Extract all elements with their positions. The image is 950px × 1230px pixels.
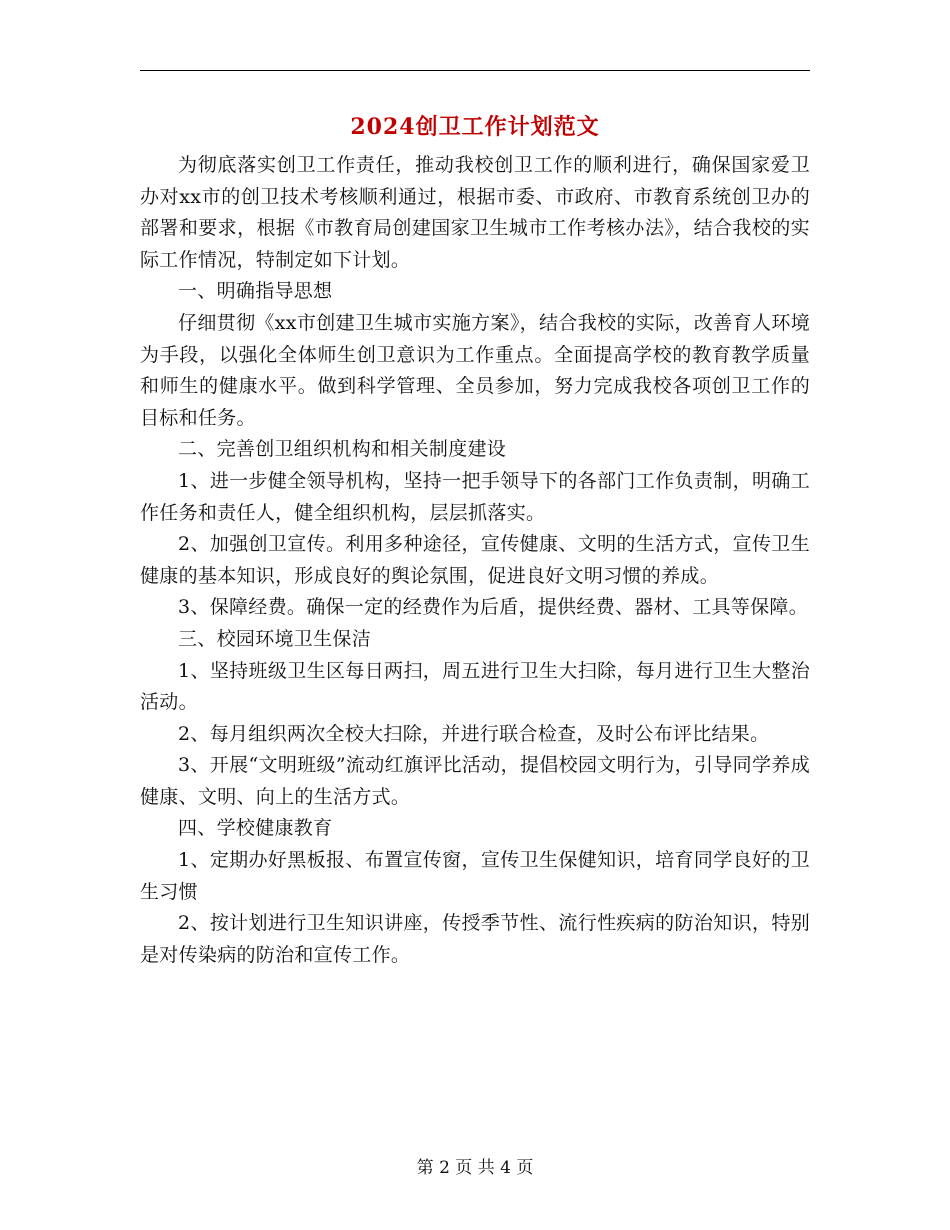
section-heading-1: 一、明确指导思想 (178, 280, 333, 303)
section-4-item-1: 1、定期办好黑板报、布置宣传窗，宣传卫生保健知识，培育同学良好的卫生习惯 (140, 849, 810, 903)
section-1-paragraph: 仔细贯彻《xx市创建卫生城市实施方案》，结合我校的实际，改善育人环境为手段，以强化全体师生创卫意识为工作重点。全面提高学校的教育教学质量和师生的健康水平。做到科学管理、全员参加，努力完成我校各项创卫工作的目标和任务。 (140, 311, 810, 429)
document-body (140, 150, 810, 971)
section-4-item-2: 2、按计划进行卫生知识讲座，传授季节性、流行性疾病的防治知识，特别是对传染病的防治和宣传工作。 (140, 912, 810, 966)
page-number-footer: 第 2 页 共 4 页 (416, 1158, 534, 1178)
section-2-item-3: 3、保障经费。确保一定的经费作为后盾，提供经费、器材、工具等保障。 (178, 596, 808, 619)
section-heading-4: 四、学校健康教育 (178, 817, 333, 840)
section-3-item-1: 1、坚持班级卫生区每日两扫，周五进行卫生大扫除，每月进行卫生大整治活动。 (140, 659, 810, 714)
section-2-item-2: 2、加强创卫宣传。利用多种途径，宣传健康、文明的生活方式，宣传卫生健康的基本知识，形成良好的舆论氛围，促进良好文明习惯的养成。 (140, 533, 810, 587)
header-rule (140, 70, 810, 71)
section-3-item-2: 2、每月组织两次全校大扫除，并进行联合检查，及时公布评比结果。 (178, 722, 770, 745)
section-3-item-3: 3、开展“文明班级”流动红旗评比活动，提倡校园文明行为，引导同学养成健康、文明、向上的生活方式。 (140, 754, 810, 808)
document-title: 2024创卫工作计划范文 (350, 114, 600, 140)
intro-paragraph: 为彻底落实创卫工作责任，推动我校创卫工作的顺利进行，确保国家爱卫办对xx市的创卫技术考核顺利通过，根据市委、市政府、市教育系统创卫办的部署和要求，根据《市教育局创建国家卫生城市工作考核办法》，结合我校的实际工作情况，特制定如下计划。 (140, 154, 810, 271)
section-heading-2: 二、完善创卫组织机构和相关制度建设 (178, 438, 507, 461)
section-heading-3: 三、校园环境卫生保洁 (178, 627, 372, 650)
section-2-item-1: 1、进一步健全领导机构，坚持一把手领导下的各部门工作负责制，明确工作任务和责任人，健全组织机构，层层抓落实。 (140, 469, 810, 524)
